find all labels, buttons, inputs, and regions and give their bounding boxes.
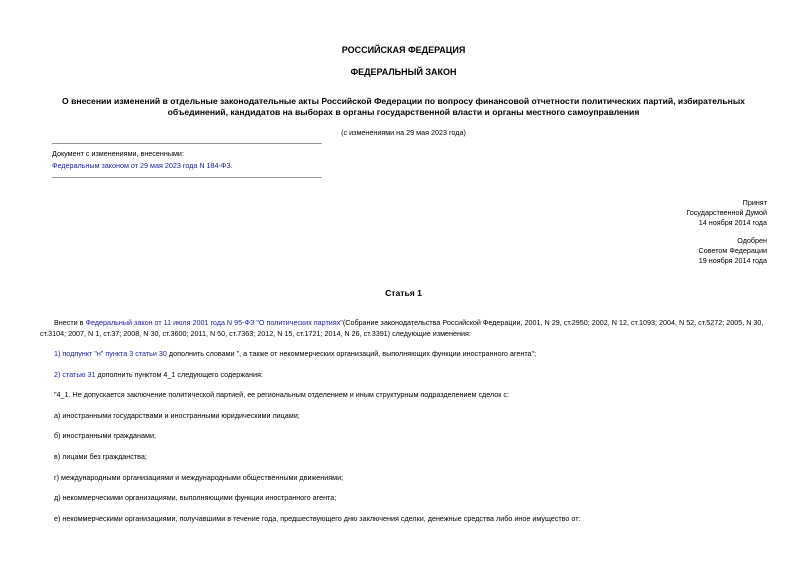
changes-label: Документ с изменениями, внесенными:	[52, 149, 184, 158]
approved-label: Одобрен	[737, 236, 767, 245]
amended-note: (с изменениями на 29 мая 2023 года)	[341, 128, 466, 137]
article-heading: Статья 1	[385, 288, 422, 298]
item2-link[interactable]: статью 31	[62, 370, 96, 379]
doc-type-heading: ФЕДЕРАЛЬНЫЙ ЗАКОН	[350, 67, 457, 77]
item2-text: дополнить пунктом 4_1 следующего содержания:	[95, 370, 263, 379]
item-2	[40, 370, 770, 380]
item-1	[40, 349, 770, 359]
law-title: О внесении изменений в отдельные законодательные акты Российской Федерации по вопросу финансовой отчетности политических партий, избирательных объединений, кандидатов на выборах в органы государственной власти и органы местного самоуправления	[62, 96, 745, 118]
item1-link[interactable]: подпункт "н" пункта 3 статьи 30	[62, 349, 167, 358]
amendment-link[interactable]: Федеральным законом от 29 мая 2023 года N 184-ФЗ.	[52, 160, 233, 170]
changes-box	[52, 143, 322, 178]
approved-block	[699, 236, 767, 266]
accepted-date: 14 ноября 2014 года	[698, 218, 767, 228]
intro-prefix: Внести в	[54, 318, 86, 327]
item1-num: 1)	[54, 349, 63, 358]
paragraph-4-1: "4_1. Не допускается заключение политической партией, ее региональным отделением и иным структурным подразделением сделок с:	[54, 390, 510, 399]
subitem-f: е) некоммерческими организациями, получавшими в течение года, предшествующего дню заключения сделки, денежные средства либо иное имущество от:	[54, 514, 581, 523]
approved-date: 19 ноября 2014 года	[698, 256, 767, 266]
accepted-block	[686, 198, 767, 228]
subitem-a: а) иностранными государствами и иностранными юридическими лицами;	[54, 411, 300, 420]
country-heading: РОССИЙСКАЯ ФЕДЕРАЦИЯ	[341, 45, 466, 55]
accepted-body: Государственной Думой	[686, 208, 767, 218]
article-intro	[40, 318, 770, 340]
item2-num: 2)	[54, 370, 63, 379]
subitem-c: в) лицами без гражданства;	[54, 452, 147, 461]
intro-suffix: (Собрание законодательства Российской Федерации, 2001, N 29, ст.2950; 2002, N 12, ст.1093; 2004, N 52, ст.5272; 2005, N 30, ст.3104; 2007, N 1, ст.37; 2008, N 30, ст.3600; 2011, N 50, ст.7363; 2012, N 15, ст.1721; 2014, N 26, ст.3391) следующие изменения:	[40, 318, 764, 338]
item1-text: дополнить словами ", а также от некоммерческих организаций, выполняющих функции иностранного агента";	[166, 349, 537, 358]
subitem-e: д) некоммерческими организациями, выполняющими функции иностранного агента;	[54, 493, 337, 502]
subitem-b: б) иностранными гражданами;	[54, 431, 156, 440]
subitem-d: г) международными организациями и международными общественными движениями;	[54, 473, 344, 482]
approved-body: Советом Федерации	[698, 246, 767, 256]
accepted-label: Принят	[742, 198, 767, 207]
law-95-link[interactable]: Федеральный закон от 11 июля 2001 года N 95-ФЗ "О политических партиях"	[85, 318, 343, 327]
